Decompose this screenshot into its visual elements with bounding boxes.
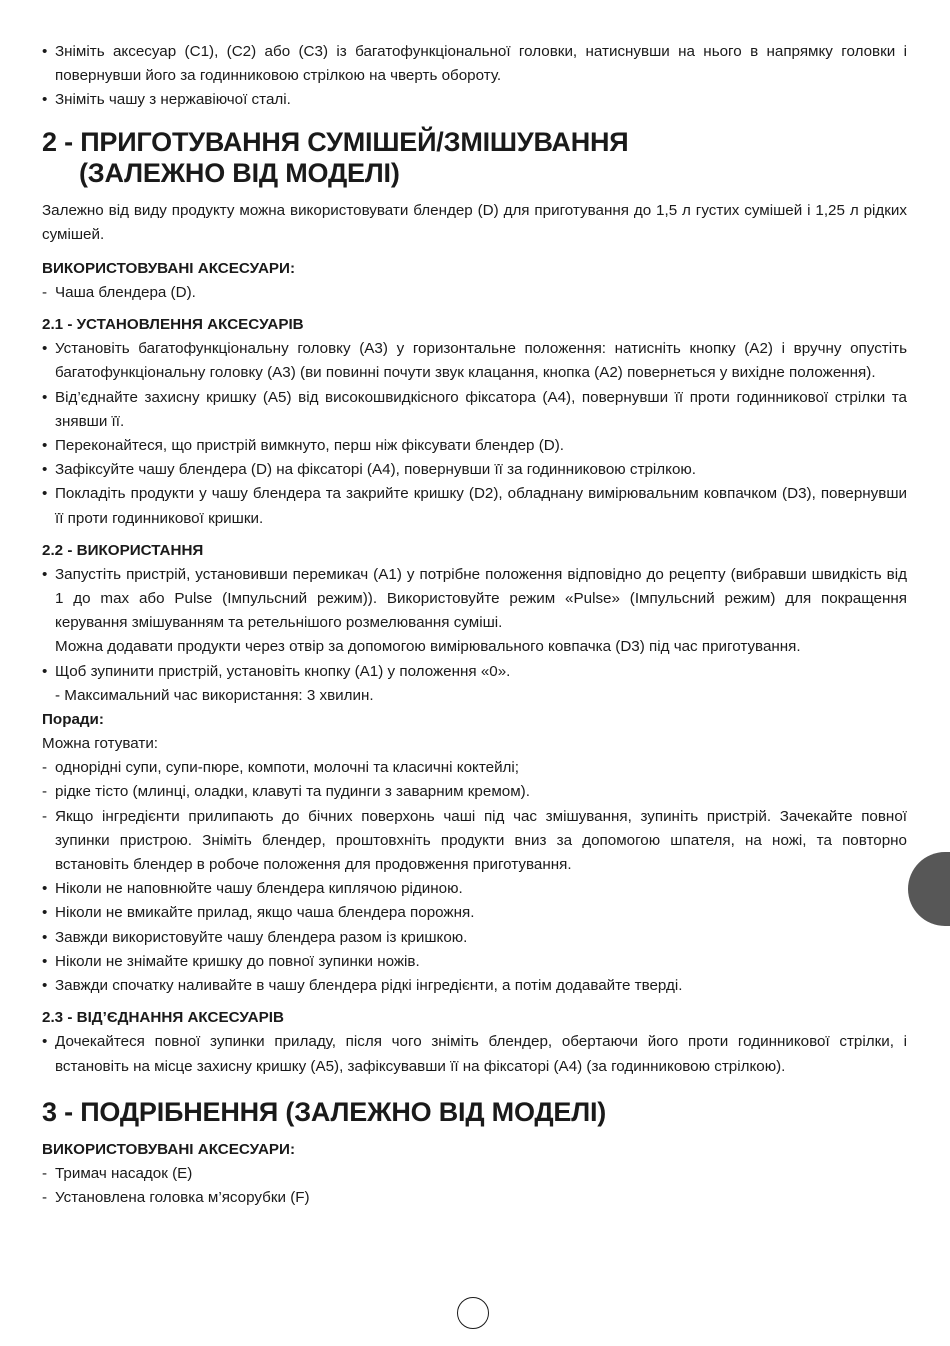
- bullet-marker: •: [42, 565, 48, 583]
- bullet-marker: •: [42, 388, 48, 406]
- accessories-heading: ВИКОРИСТОВУВАНІ АКСЕСУАРИ:: [42, 260, 296, 278]
- list-item: [42, 1162, 907, 1186]
- list-item: [42, 458, 907, 482]
- section-2-title: [42, 127, 907, 189]
- list-item-text: Якщо інгредієнти прилипають до бічних поверхонь чаші під час змішування, зупиніть пристрій. Зачекайте повної зупинки пристрою. Зніміть блендер, проштовхніть продукти вниз за допомогою шпателя, на ножі, та повторно встановіть блендер в робоче положення для продовження приготування.: [55, 807, 907, 874]
- page-content: [42, 40, 907, 1210]
- bullet-marker: •: [42, 91, 48, 109]
- bullet-marker: •: [42, 485, 48, 503]
- bullet-marker: •: [42, 437, 48, 455]
- accessories-heading: ВИКОРИСТОВУВАНІ АКСЕСУАРИ:: [42, 1140, 296, 1158]
- list-item: [42, 1186, 907, 1210]
- dash-marker: -: [42, 1164, 48, 1182]
- list-item-text: рідке тісто (млинці, оладки, клавуті та пудинги з заварним кремом).: [55, 783, 530, 801]
- list-item-text: Ніколи не вмикайте прилад, якщо чаша блендера порожня.: [55, 904, 475, 922]
- subsection-2-1-heading: 2.1 - УСТАНОВЛЕННЯ АКСЕСУАРІВ: [42, 316, 304, 334]
- list-item: [42, 281, 907, 305]
- bullet-marker: •: [42, 461, 48, 479]
- list-item: [42, 805, 907, 878]
- list-item-continuation: Можна додавати продукти через отвір за допомогою вимірювального ковпачка (D3) під час приготування.: [55, 638, 801, 656]
- tips-intro: Можна готувати:: [42, 735, 159, 753]
- list-item-text: Установлена головка м’ясорубки (F): [55, 1188, 310, 1206]
- dash-marker: -: [42, 783, 48, 801]
- language-side-tab: [908, 852, 950, 926]
- list-item-text: Ніколи не наповнюйте чашу блендера киплячою рідиною.: [55, 880, 463, 898]
- list-item: [42, 88, 907, 112]
- list-item: [42, 780, 907, 804]
- list-item-text: Чаша блендера (D).: [55, 284, 196, 302]
- list-item-text: Установіть багатофункціональну головку (A3) у горизонтальне положення: натисніть кнопку (A2) і вручну опустіть багатофункціональну головку (A3) (ви повинні почути звук клацання, кнопка (A2) повернеться у вихідне положення).: [55, 340, 907, 382]
- bullet-marker: •: [42, 880, 48, 898]
- bullet-marker: •: [42, 340, 48, 358]
- list-item: [42, 950, 907, 974]
- list-item-continuation: - Максимальний час використання: 3 хвилин.: [55, 686, 374, 704]
- list-item-text: Запустіть пристрій, установивши перемикач (A1) у потрібне положення відповідно до рецепту (вибравши швидкість від 1 до max або Pulse (Імпульсний режим)). Використовуйте режим «Pulse» (Імпульсний режим) для покращення керування змішуванням та ретельнішого розмелювання суміші.: [55, 565, 907, 632]
- bullet-marker: •: [42, 662, 48, 680]
- section-3-title: 3 - ПОДРІБНЕННЯ (ЗАЛЕЖНО ВІД МОДЕЛІ): [42, 1096, 607, 1127]
- list-item-text: однорідні супи, супи-пюре, компоти, молочні та класичні коктейлі;: [55, 759, 520, 777]
- dash-marker: -: [42, 1188, 48, 1206]
- list-item-text: Від’єднайте захисну кришку (A5) від високошвидкісного фіксатора (A4), повернувши її проти годинникової стрілки та знявши її.: [55, 388, 907, 430]
- list-item-text: Переконайтеся, що пристрій вимкнуто, перш ніж фіксувати блендер (D).: [55, 437, 565, 455]
- list-item: [42, 40, 907, 88]
- bullet-marker: •: [42, 977, 48, 995]
- list-item: [42, 974, 907, 998]
- subsection-2-3-heading: 2.3 - ВІД’ЄДНАННЯ АКСЕСУАРІВ: [42, 1009, 284, 1027]
- list-item: [42, 434, 907, 458]
- section-2-title-line1: 2 - ПРИГОТУВАННЯ СУМІШЕЙ/ЗМІШУВАННЯ: [42, 126, 629, 157]
- list-item: [42, 877, 907, 901]
- list-item-text: Завжди використовуйте чашу блендера разом із кришкою.: [55, 928, 468, 946]
- list-item-text: Покладіть продукти у чашу блендера та закрийте кришку (D2), обладнану вимірювальним ковпачком (D3), повернувши її проти годинникової кришки.: [55, 485, 907, 527]
- bullet-marker: •: [42, 952, 48, 970]
- list-item: [42, 926, 907, 950]
- subsection-2-2-heading: 2.2 - ВИКОРИСТАННЯ: [42, 541, 204, 559]
- list-item-text: Зафіксуйте чашу блендера (D) на фіксаторі (A4), повернувши її за годинниковою стрілкою.: [55, 461, 696, 479]
- list-item-text: Ніколи не знімайте кришку до повної зупинки ножів.: [55, 952, 420, 970]
- list-item: [42, 1030, 907, 1078]
- list-item: [42, 563, 907, 636]
- list-item-text: Тримач насадок (E): [55, 1164, 193, 1182]
- bullet-marker: •: [42, 904, 48, 922]
- list-item: [42, 756, 907, 780]
- list-item: [42, 482, 907, 530]
- list-item: [42, 901, 907, 925]
- bullet-marker: •: [42, 1033, 48, 1051]
- page-number-circle: [457, 1297, 489, 1329]
- list-item: [42, 337, 907, 385]
- dash-marker: -: [42, 284, 48, 302]
- list-item: [42, 386, 907, 434]
- section-2-title-line2: (ЗАЛЕЖНО ВІД МОДЕЛІ): [79, 157, 400, 188]
- list-item-text: Щоб зупинити пристрій, установіть кнопку (A1) у положення «0».: [55, 662, 511, 680]
- list-item-text: Завжди спочатку наливайте в чашу блендера рідкі інгредієнти, а потім додавайте тверді.: [55, 977, 683, 995]
- list-item-text: Зніміть аксесуар (C1), (C2) або (C3) із багатофункціональної головки, натиснувши на нього в напрямку головки і повернувши його за годинниковою стрілкою на чверть обороту.: [55, 43, 907, 85]
- section-2-intro: Залежно від виду продукту можна використовувати блендер (D) для приготування до 1,5 л густих сумішей і 1,25 л рідких сумішей.: [42, 201, 907, 243]
- dash-marker: -: [42, 759, 48, 777]
- list-item-text: Дочекайтеся повної зупинки приладу, після чого зніміть блендер, обертаючи його проти годинникової стрілки, і встановіть на місце захисну кришку (A5), зафіксувавши її на фіксаторі (A4) (за годинниковою стрілкою).: [55, 1033, 907, 1075]
- tips-heading: Поради:: [42, 711, 104, 729]
- list-item-text: Зніміть чашу з нержавіючої сталі.: [55, 91, 291, 109]
- dash-marker: -: [42, 807, 48, 825]
- bullet-marker: •: [42, 43, 48, 60]
- bullet-marker: •: [42, 928, 48, 946]
- list-item: [42, 660, 907, 684]
